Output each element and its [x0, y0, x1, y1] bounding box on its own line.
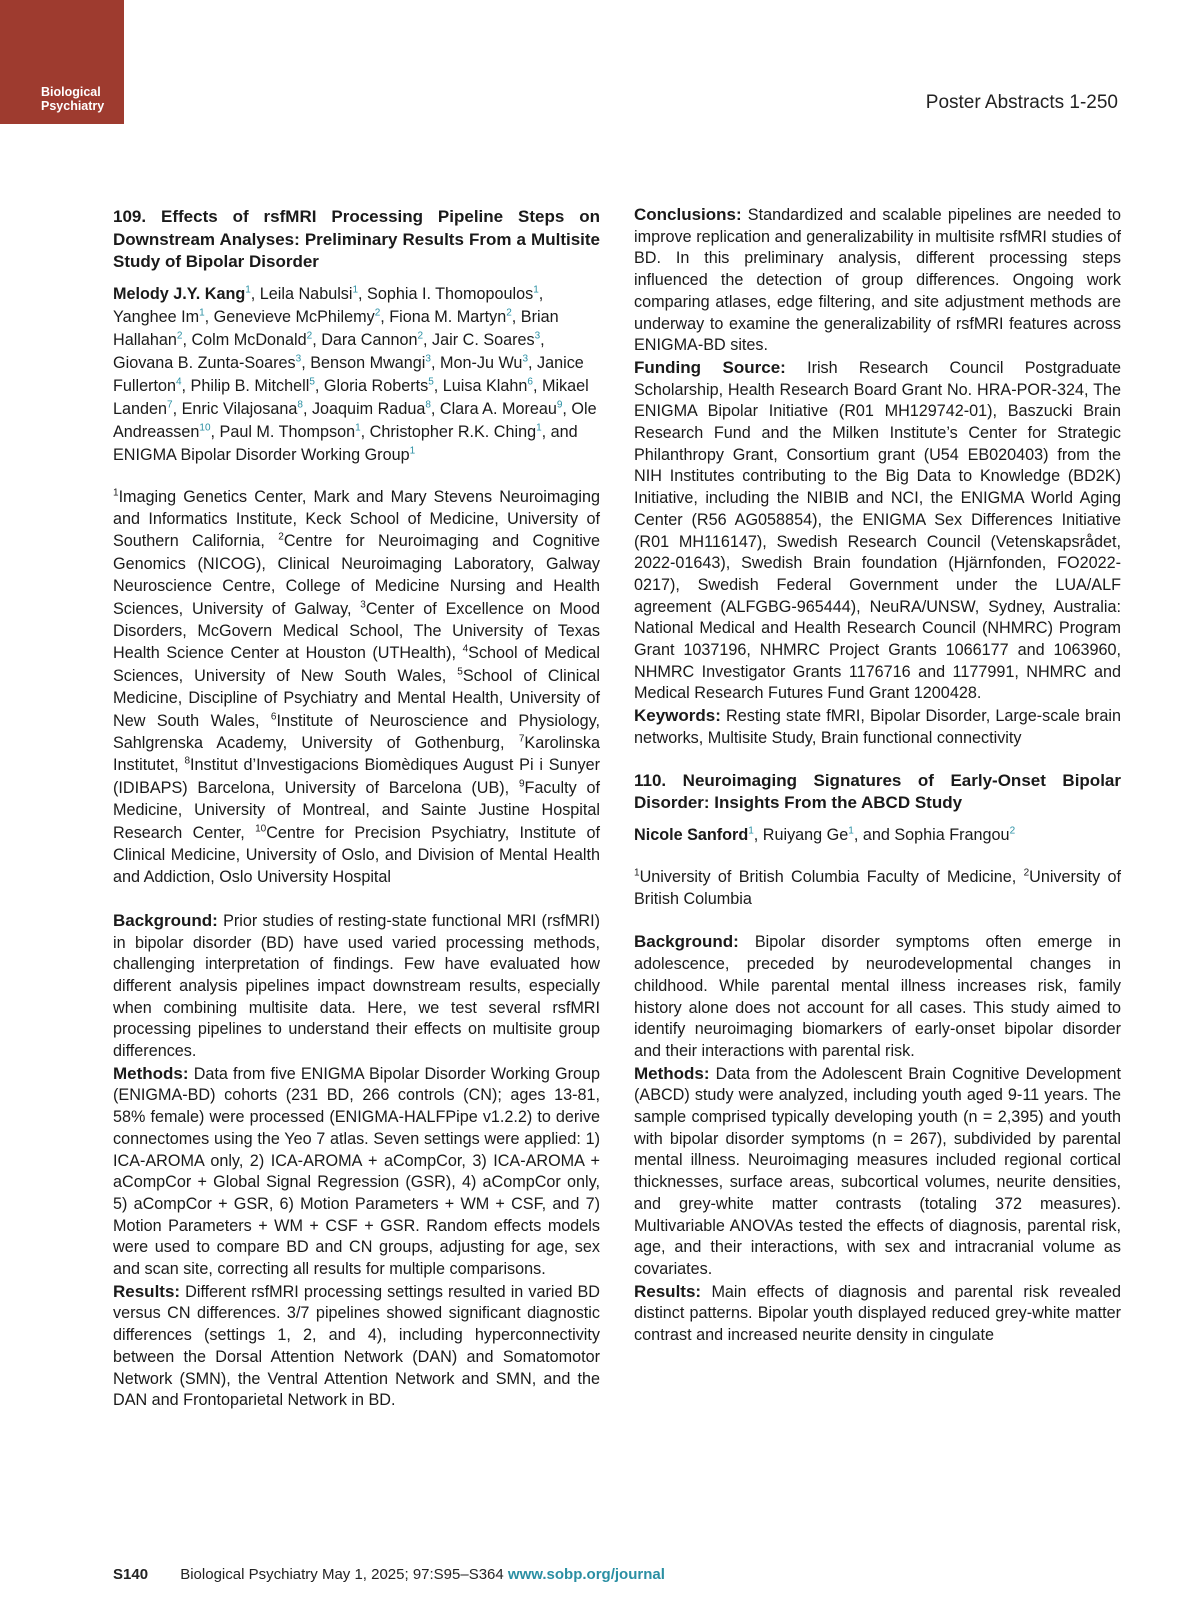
author-name: Giovana B. Zunta-Soares — [113, 353, 296, 372]
author-affiliation-sup: 1 — [748, 825, 754, 837]
author-name: Mikael Landen — [113, 376, 589, 418]
author-affiliation-sup: 2 — [374, 307, 381, 319]
affiliation-text: Imaging Genetics Center, Mark and Mary Stevens Neuroimaging and Informatics Institute, Keck School of Medicine, University of Southern California, — [113, 487, 600, 551]
affiliation-text: School of Medical Sciences, University of New South Wales, — [113, 644, 600, 685]
author-name: Jair C. Soares — [432, 330, 535, 349]
affiliation-text: Karolinska Institutet, — [113, 733, 600, 775]
affiliation-number: 5 — [457, 666, 463, 678]
author-affiliation-sup: 6 — [527, 376, 533, 388]
journal-tab — [0, 0, 124, 124]
author-name: Sophia I. Thomopoulos — [367, 284, 534, 303]
background-label: Background: — [634, 932, 739, 952]
author-name: Mon-Ju Wu — [439, 353, 523, 372]
funding-label: Funding Source: — [634, 357, 786, 377]
author-affiliation-sup: 1 — [355, 422, 361, 434]
journal-url[interactable]: www.sobp.org/journal — [507, 1566, 665, 1583]
author-affiliation-sup: 10 — [199, 422, 211, 434]
background-label: Background: — [113, 910, 218, 930]
affiliation-text: Centre for Precision Psychiatry, Institute of Clinical Medicine, University of Oslo, and Division of Mental Health and Addiction, Oslo University Hospital — [113, 823, 601, 887]
author-name: Janice Fullerton — [113, 353, 584, 395]
background-text: Bipolar disorder symptoms often emerge in adolescence, preceded by neurodevelopmental changes in childhood. While parental mental illness increases risk, family history alone does not account for all cases. This study aimed to identify neuroimaging biomarkers of early-onset bipolar disorder and their interactions with parental risk. — [634, 933, 1121, 1060]
methods-text: Data from five ENIGMA Bipolar Disorder Working Group (ENIGMA-BD) cohorts (231 BD, 266 controls (CN); ages 13-81, 58% female) were processed (ENIGMA-HALFPipe v1.2.2) to derive connectomes using the Yeo 7 atlas. Seven settings were applied: 1) ICA-AROMA only, 2) ICA-AROMA + aCompCor, 3) ICA-AROMA + aCompCor + Global Signal Regression (GSR), 4) aCompCor only, 5) aCompCor + GSR, 6) Motion Parameters + WM + CSF, and 7) Motion Parameters + WM + CSF + GSR. Random effects models were used to compare BD and CN groups, adjusting for age, sex and scan site, correcting all results for multiple comparisons. — [113, 1064, 600, 1279]
author-affiliation-sup: 1 — [409, 445, 416, 457]
abstract-109-conclusions — [634, 204, 1121, 357]
abstract-109-authors: Melody J.Y. Kang$^1$, Leila Nabulsi$^1$, Sophia I. Thomopoulos$^1$, Yanghee Im$^1$, Genevieve McPhilemy$^2$, Fiona M. Martyn$^2$, Brian Hallahan$^2$, Colm McDonald$^2$, Dara Cannon$^2$, Jair C. Soares$^3$, Giovana B. Zunta-Soares$^3$, Benson Mwangi$^3$, Mon-Ju Wu$^3$, Janice Fullerton$^4$, Philip B. Mitchell$^5$, Gloria Roberts$^5$, Luisa Klahn$^6$, Mikael Landen$^7$, Enric Vilajosana$^8$, Joaquim Radua$^8$, Clara A. Moreau$^9$, Ole Andreassen$^{10}$, Paul M. Thompson$^1$, Christopher R.K. Ching$^1$, and ENIGMA Bipolar Disorder Working Group$^1$ — [113, 284, 597, 464]
author-affiliation-sup: 3 — [425, 353, 431, 365]
abstract-109-title: 109. Effects of rsfMRI Processing Pipeline Steps on Downstream Analyses: Preliminary Results From a Multisite Study of Bipolar Disorder — [113, 207, 600, 271]
affiliation-number: 10 — [255, 823, 267, 835]
author-affiliation-sup: 7 — [167, 399, 173, 411]
author-affiliation-sup: 3 — [295, 353, 302, 365]
author-affiliation-sup: 2 — [306, 330, 313, 342]
page-footer — [113, 1566, 665, 1583]
author-name: Dara Cannon — [321, 330, 418, 349]
author-name: Brian Hallahan — [113, 307, 559, 349]
affiliation-number: 4 — [462, 643, 469, 655]
affiliation-number: 2 — [278, 531, 284, 543]
section-header: Poster Abstracts 1-250 — [925, 92, 1118, 113]
author-name: Yanghee Im — [113, 307, 200, 326]
author-name: Christopher R.K. Ching — [369, 422, 537, 441]
author-affiliation-sup: 1 — [536, 422, 542, 434]
methods-text: Data from the Adolescent Brain Cognitive Development (ABCD) study were analyzed, including youth aged 9-11 years. The sample comprised typically developing youth (n = 2,395) and youth with bipolar disorder symptoms (n = 267), subdivided by parental mental illness. Neuroimaging measures included regional cortical thicknesses, surface areas, subcortical volumes, neurite densities, and grey-white matter contrasts (totaling 372 measures). Multivariable ANOVAs tested the effects of diagnosis, parental risk, age, and their interactions, with sex and intracranial volume as covariates. — [634, 1064, 1121, 1278]
abstract-110-background — [634, 931, 1121, 1062]
abstract-110-results — [634, 1281, 1121, 1347]
keywords-text: Resting state fMRI, Bipolar Disorder, Large-scale brain networks, Multisite Study, Brain functional connectivity — [634, 707, 1122, 747]
affiliation-text: Centre for Neuroimaging and Cognitive Genomics (NICOG), Clinical Neuroimaging Laboratory, Galway Neuroscience Centre, College of Medicine Nursing and Health Sciences, University of Galway, — [113, 532, 600, 618]
author-name: Benson Mwangi — [310, 353, 426, 372]
affiliation-number: 7 — [518, 733, 525, 745]
background-text: Prior studies of resting-state functional MRI (rsfMRI) in bipolar disorder (BD) have used varied processing methods, challenging interpretation of findings. Few have evaluated how different analysis pipelines impact downstream results, especially when combining multisite data. Here, we test several rsfMRI processing pipelines to understand their effects on multisite group differences. — [113, 911, 600, 1061]
author-affiliation-sup: 5 — [428, 376, 434, 388]
author-affiliation-sup: 3 — [522, 353, 528, 365]
right-column — [634, 204, 1121, 1347]
author-name: Colm McDonald — [191, 330, 307, 349]
results-text: Main effects of diagnosis and parental risk revealed distinct patterns. Bipolar youth displayed reduced grey-white matter contrast and increased neurite density in cingulate — [634, 1282, 1122, 1345]
author-affiliation-sup: 9 — [556, 399, 563, 411]
author-name: Paul M. Thompson — [219, 422, 356, 441]
author-affiliation-sup: 2 — [176, 330, 183, 342]
author-name: Ole Andreassen — [113, 399, 597, 441]
author-name: Genevieve McPhilemy — [213, 307, 375, 326]
affiliation-text: Institute of Neuroscience and Physiology, Sahlgrenska Academy, University of Gothenburg, — [113, 711, 600, 752]
author-name: Luisa Klahn — [442, 376, 528, 395]
author-name: Nicole Sanford — [634, 825, 749, 844]
author-affiliation-sup: 8 — [297, 399, 303, 411]
affiliation-number: 2 — [1023, 867, 1030, 879]
abstract-110-title: 110. Neuroimaging Signatures of Early-Onset Bipolar Disorder: Insights From the ABCD Study — [634, 770, 1121, 813]
author-name: Enric Vilajosana — [181, 399, 298, 418]
author-name: Sophia Frangou — [894, 825, 1010, 844]
author-affiliation-sup: 1 — [352, 284, 359, 296]
abstract-109-keywords — [634, 705, 1121, 749]
abstract-109-affiliations — [113, 486, 600, 889]
affiliation-number: 6 — [270, 711, 277, 723]
author-affiliation-sup: 2 — [506, 307, 512, 319]
affiliation-number: 8 — [184, 755, 191, 767]
affiliation-text: University of British Columbia — [634, 867, 1121, 908]
abstract-109-results — [113, 1281, 600, 1412]
author-name: Leila Nabulsi — [259, 284, 353, 303]
affiliation-number: 1 — [634, 867, 640, 879]
author-affiliation-sup: 2 — [1009, 825, 1016, 837]
abstract-110-authors: Nicole Sanford$^1$, Ruiyang Ge$^1$, and Sophia Frangou$^2$ — [634, 825, 1016, 844]
author-name: Fiona M. Martyn — [389, 307, 507, 326]
affiliation-text: School of Clinical Medicine, Discipline of Psychiatry and Mental Health, University of New South Wales, — [113, 666, 601, 730]
author-name: Melody J.Y. Kang — [113, 284, 246, 303]
abstract-110-affiliations — [634, 866, 1121, 911]
affiliation-text: Institut d’Investigacions Biomèdiques August Pi i Sunyer (IDIBAPS) Barcelona, University of Barcelona (UB), — [113, 756, 601, 797]
page-number: S140 — [113, 1566, 149, 1583]
journal-name: Biological Psychiatry — [41, 85, 105, 113]
results-label: Results: — [634, 1281, 702, 1301]
affiliation-number: 9 — [518, 778, 525, 790]
results-text: Different rsfMRI processing settings resulted in varied BD versus CN differences. 3/7 pipelines showed significant diagnostic differences (settings 1, 2, and 4), including hyperconnectivity between the Dorsal Attention Network (DAN) and Somatomotor Network (SMN), the Ventral Attention Network and SMN, and the DAN and Frontoparietal Network in BD. — [113, 1282, 601, 1410]
left-column — [113, 206, 600, 1412]
abstract-109-funding — [634, 357, 1121, 705]
author-name: Ruiyang Ge — [762, 825, 849, 844]
author-name: Joaquim Radua — [311, 399, 426, 418]
keywords-label: Keywords: — [634, 706, 721, 726]
author-name: Clara A. Moreau — [439, 399, 557, 418]
author-affiliation-sup: 2 — [417, 330, 424, 342]
author-name: ENIGMA Bipolar Disorder Working Group — [113, 445, 410, 464]
affiliation-text: Faculty of Medicine, University of Montreal, and Sainte Justine Hospital Research Center, — [113, 778, 600, 842]
author-name: Gloria Roberts — [323, 376, 429, 395]
author-affiliation-sup: 8 — [425, 399, 431, 411]
abstract-109-methods — [113, 1063, 600, 1281]
funding-text: Irish Research Council Postgraduate Scholarship, Health Research Board Grant No. HRA-POR-324, The ENIGMA Bipolar Initiative (R01 MH129742-01), Baszucki Brain Research Fund and the Milken Institute’s Center for Strategic Philanthropy Grant, Consortium grant (U54 EB020403) from the NIH Institutes contributing to the Big Data to Knowledge (BD2K) Initiative, including the NIBIB and NCI, the ENIGMA World Aging Center (R56 AG058854), the ENIGMA Sex Differences Initiative (R01 MH116147), Swedish Research Council (Vetenskapsrådet, 2022-01643), Swedish Brain foundation (Hjärnfonden, FO2022-0217), Swedish Federal Government under the LUA/ALF agreement (ALFGBG-965444), NeuRA/UNSW, Sydney, Australia: National Medical and Health Research Council (NHMRC) Program Grant 1037196, NHMRC Project Grants 1066177 and 1063960, NHMRC Investigator Grants 1176716 and 1177991, NHMRC and Medical Research Futures Fund Grant 1200428. — [634, 358, 1121, 703]
author-affiliation-sup: 1 — [199, 307, 205, 319]
author-affiliation-sup: 5 — [309, 376, 315, 388]
author-name: Philip B. Mitchell — [190, 376, 310, 395]
author-affiliation-sup: 1 — [245, 284, 251, 296]
methods-label: Methods: — [113, 1063, 189, 1083]
author-affiliation-sup: 1 — [533, 284, 539, 296]
results-label: Results: — [113, 1281, 181, 1301]
author-affiliation-sup: 1 — [848, 825, 854, 837]
affiliation-number: 3 — [360, 599, 366, 611]
author-affiliation-sup: 4 — [175, 376, 182, 388]
conclusions-text: Standardized and scalable pipelines are needed to improve replication and generalizability in multisite rsfMRI studies of BD. In this preliminary analysis, different processing steps influenced the detection of group differences. Ongoing work comparing atlases, edge filtering, and site adjustment methods are underway to examine the generalizability of rsfMRI features across ENIGMA-BD sites. — [634, 206, 1121, 355]
author-affiliation-sup: 3 — [534, 330, 541, 342]
affiliation-text: University of British Columbia Faculty of Medicine, — [639, 867, 1024, 886]
methods-label: Methods: — [634, 1063, 710, 1083]
conclusions-label: Conclusions: — [634, 205, 742, 224]
affiliation-text: Center of Excellence on Mood Disorders, McGovern Medical School, The University of Texas Health Science Center at Houston (UTHealth), — [113, 599, 601, 663]
abstract-109-background — [113, 910, 600, 1063]
affiliation-number: 1 — [113, 487, 119, 499]
abstract-110-methods — [634, 1063, 1121, 1281]
citation: Biological Psychiatry May 1, 2025; 97:S95–S364 — [180, 1566, 504, 1583]
